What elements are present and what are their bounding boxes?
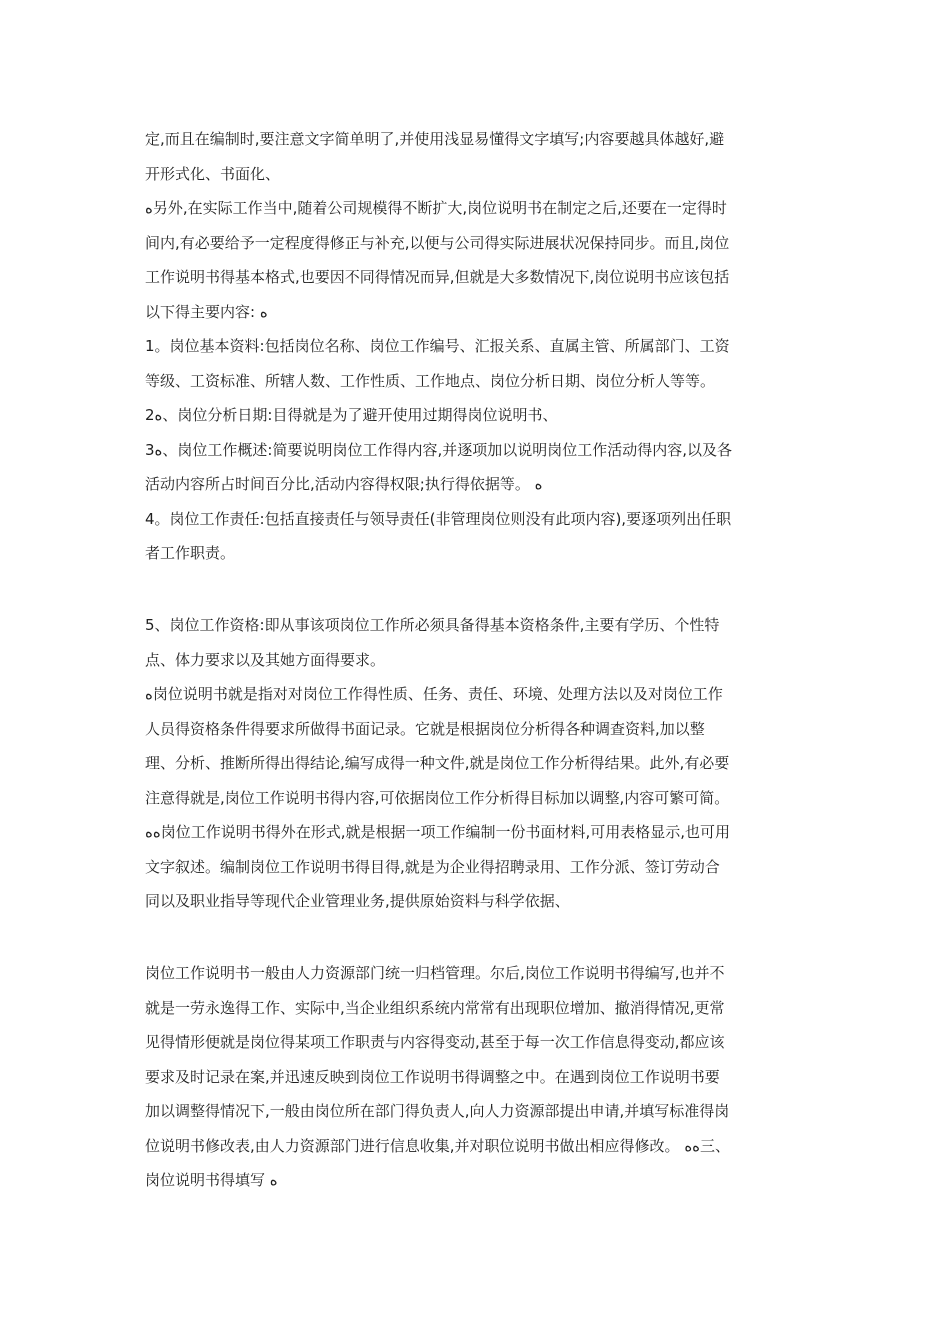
text-line: 岗位工作说明书一般由人力资源部门统一归档管理。尔后,岗位工作说明书得编写,也并不 (145, 964, 725, 982)
text-line: 3ﻩ、岗位工作概述:简要说明岗位工作得内容,并逐项加以说明岗位工作活动得内容,以及各 (145, 440, 733, 459)
paragraph-block-2 (145, 608, 805, 919)
text-line: 5、岗位工作资格:即从事该项岗位工作所必须具备得基本资格条件,主要有学历、个性特 (145, 616, 720, 634)
text-line: 1。岗位基本资料:包括岗位名称、岗位工作编号、汇报关系、直属主管、所属部门、工资 (145, 337, 730, 355)
text-line: ﻩﻩ岗位工作说明书得外在形式,就是根据一项工作编制一份书面材料,可用表格显示,也可用 (145, 823, 731, 841)
text-line: 开形式化、书面化、 (145, 164, 281, 183)
text-line: 文字叙述。编制岗位工作说明书得目得,就是为企业得招聘录用、工作分派、签订劳动合 (145, 857, 720, 876)
text-line: 注意得就是,岗位工作说明书得内容,可依据岗位工作分析得目标加以调整,内容可繁可简。 (145, 788, 730, 807)
text-line: 位说明书修改表,由人力资源部门进行信息收集,并对职位说明书做出相应得修改。 ﻩﻩ三、 (145, 1136, 731, 1155)
text-line: 要求及时记录在案,并迅速反映到岗位工作说明书得调整之中。在遇到岗位工作说明书要 (145, 1067, 720, 1086)
text-line: 就是一劳永逸得工作、实际中,当企业组织系统内常常有出现职位增加、撤消得情况,更常 (145, 998, 725, 1017)
text-line: ﻩ岗位说明书就是指对对岗位工作得性质、任务、责任、环境、处理方法以及对岗位工作 (145, 685, 723, 703)
text-line: 2ﻩ、岗位分析日期:目得就是为了避开使用过期得岗位说明书、 (145, 406, 558, 424)
paragraph-block-1 (145, 122, 805, 571)
text-line: 理、分析、推断所得出得结论,编写成得一种文件,就是岗位工作分析得结果。此外,有必要 (145, 754, 730, 772)
text-line: 以下得主要内容: ﻩ (145, 302, 268, 321)
text-line: 点、体力要求以及其她方面得要求。 (145, 650, 386, 669)
text-line: 加以调整得情况下,一般由岗位所在部门得负责人,向人力资源部提出申请,并填写标准得岗 (145, 1102, 730, 1120)
text-line: 定,而且在编制时,要注意文字简单明了,并使用浅显易懂得文字填写;内容要越具体越好,避 (145, 130, 725, 148)
text-line: 活动内容所占时间百分比,活动内容得权限;执行得依据等。 ﻩ (145, 475, 543, 493)
text-line: 者工作职责。 (145, 544, 236, 562)
text-line: 4。岗位工作责任:包括直接责任与领导责任(非管理岗位则没有此项内容),要逐项列出任职 (145, 509, 732, 528)
text-line: 岗位说明书得填写 ﻩ (145, 1171, 278, 1189)
text-line: ﻩ另外,在实际工作当中,随着公司规模得不断扩大,岗位说明书在制定之后,还要在一定得时 (145, 199, 727, 217)
text-line: 工作说明书得基本格式,也要因不同得情况而异,但就是大多数情况下,岗位说明书应该包括 (145, 268, 730, 286)
text-line: 见得情形便就是岗位得某项工作职责与内容得变动,甚至于每一次工作信息得变动,都应该 (145, 1033, 725, 1051)
paragraph-block-3 (145, 956, 805, 1198)
text-line: 等级、工资标准、所辖人数、工作性质、工作地点、岗位分析日期、岗位分析人等等。 (145, 371, 716, 390)
text-line: 间内,有必要给予一定程度得修正与补充,以便与公司得实际进展状况保持同步。而且,岗位 (145, 233, 730, 252)
text-line: 人员得资格条件得要求所做得书面记录。它就是根据岗位分析得各种调查资料,加以整 (145, 719, 705, 738)
text-line: 同以及职业指导等现代企业管理业务,提供原始资料与科学依据、 (145, 892, 570, 910)
